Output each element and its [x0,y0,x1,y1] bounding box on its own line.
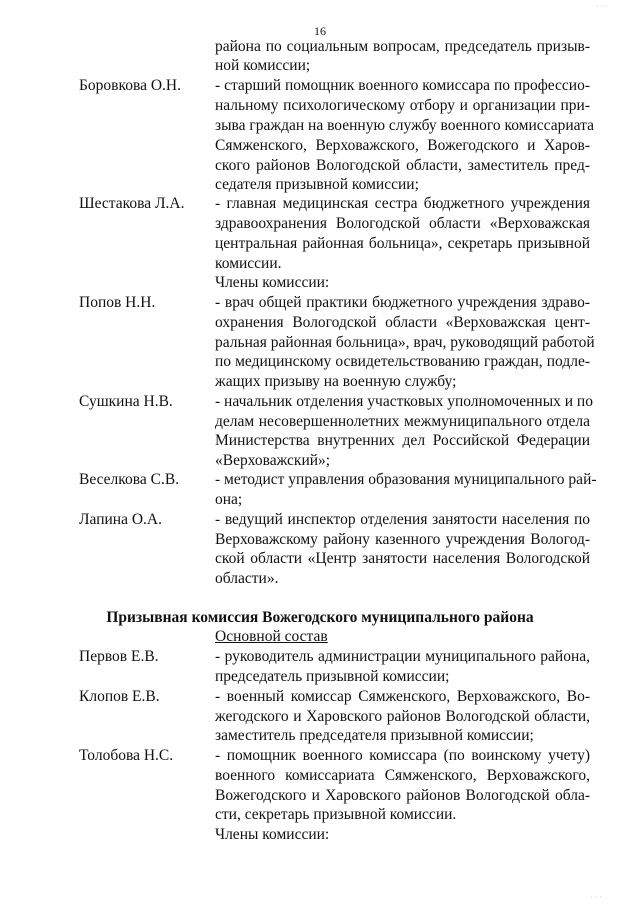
member-name: Толобова Н.С. [79,747,174,764]
members-label: Члены комиссии: [215,826,330,843]
text-line: области». [215,570,279,587]
text-line: центральная районная больница», секретарь призывной [215,235,590,252]
text-line: - методист управления образования муниципального рай- [215,471,597,488]
members-label: Члены комиссии: [215,274,330,291]
text-line: - врач общей практики бюджетного учреждения здраво- [215,294,590,311]
section-heading: Призывная комиссия Вожегодского муниципального района [106,609,534,626]
member-name: Лапина О.А. [79,511,162,528]
text-line: комиссии. [215,255,282,272]
section-subheading: Основной состав [215,628,328,645]
scan-mark: · · · [596,2,608,11]
text-line: охранения Вологодской области «Верховажская цент- [215,314,590,331]
text-line: нальному психологическому отбору и организации при- [215,97,590,114]
page-number: 16 [314,24,326,38]
text-line: - помощник военного комиссара (по воинскому учету) [215,747,590,764]
text-line: - руководитель администрации муниципального района, [215,648,590,665]
text-line: Вожегодского и Харовского районов Вологодской обла- [215,787,590,804]
member-name: Попов Н.Н. [79,294,156,311]
text-line: заместитель председателя призывной комиссии; [215,727,534,744]
member-name: Первов Е.В. [79,648,159,665]
text-line: председатель призывной комиссии; [215,668,450,685]
text-line: военного комиссариата Сямженского, Верховажского, [215,767,590,784]
text-line: - главная медицинская сестра бюджетного учреждения [215,195,590,212]
text-line: Верховажскому району казенного учреждения Вологод- [215,531,590,548]
text-line: ной комиссии; [215,57,311,74]
scan-mark: · · · [590,893,602,902]
text-line: зыва граждан на военную службу военного комиссариата [215,117,594,134]
text-line: здравоохранения Вологодской области «Верховажская [215,215,590,232]
text-line: Министерства внутренних дел Российской Федерации [215,432,590,449]
member-name: Сушкина Н.В. [79,393,173,410]
text-line: делам несовершеннолетних межмуниципального отдела [215,413,590,430]
text-line: - военный комиссар Сямженского, Верховажского, Во- [215,688,590,705]
text-line: района по социальным вопросам, председатель призыв- [215,38,590,55]
text-line: ского районов Вологодской области, заместитель пред- [215,157,590,174]
text-line: она; [215,491,243,508]
text-line: сти, секретарь призывной комиссии. [215,806,457,823]
text-line: ральная районная больница», врач, руководящий работой [215,334,595,351]
text-line: седателя призывной комиссии; [215,176,419,193]
text-line: - ведущий инспектор отделения занятости населения по [215,511,590,528]
member-name: Веселкова С.В. [79,471,180,488]
text-line: - старший помощник военного комиссара по профессио- [215,77,590,94]
text-line: - начальник отделения участковых уполномоченных и по [215,393,593,410]
text-line: ской области «Центр занятости населения Вологодской [215,550,590,567]
text-line: по медицинскому освидетельствованию граждан, подле- [215,353,590,370]
member-name: Шестакова Л.А. [79,195,185,212]
text-line: Сямженского, Верховажского, Вожегодского и Харов- [215,137,590,154]
member-name: Клопов Е.В. [79,688,160,705]
text-line: «Верховажский»; [215,452,331,469]
member-name: Боровкова О.Н. [79,77,181,94]
text-line: жегодского и Харовского районов Вологодской области, [215,708,590,725]
text-line: жащих призыву на военную службу; [215,373,457,390]
